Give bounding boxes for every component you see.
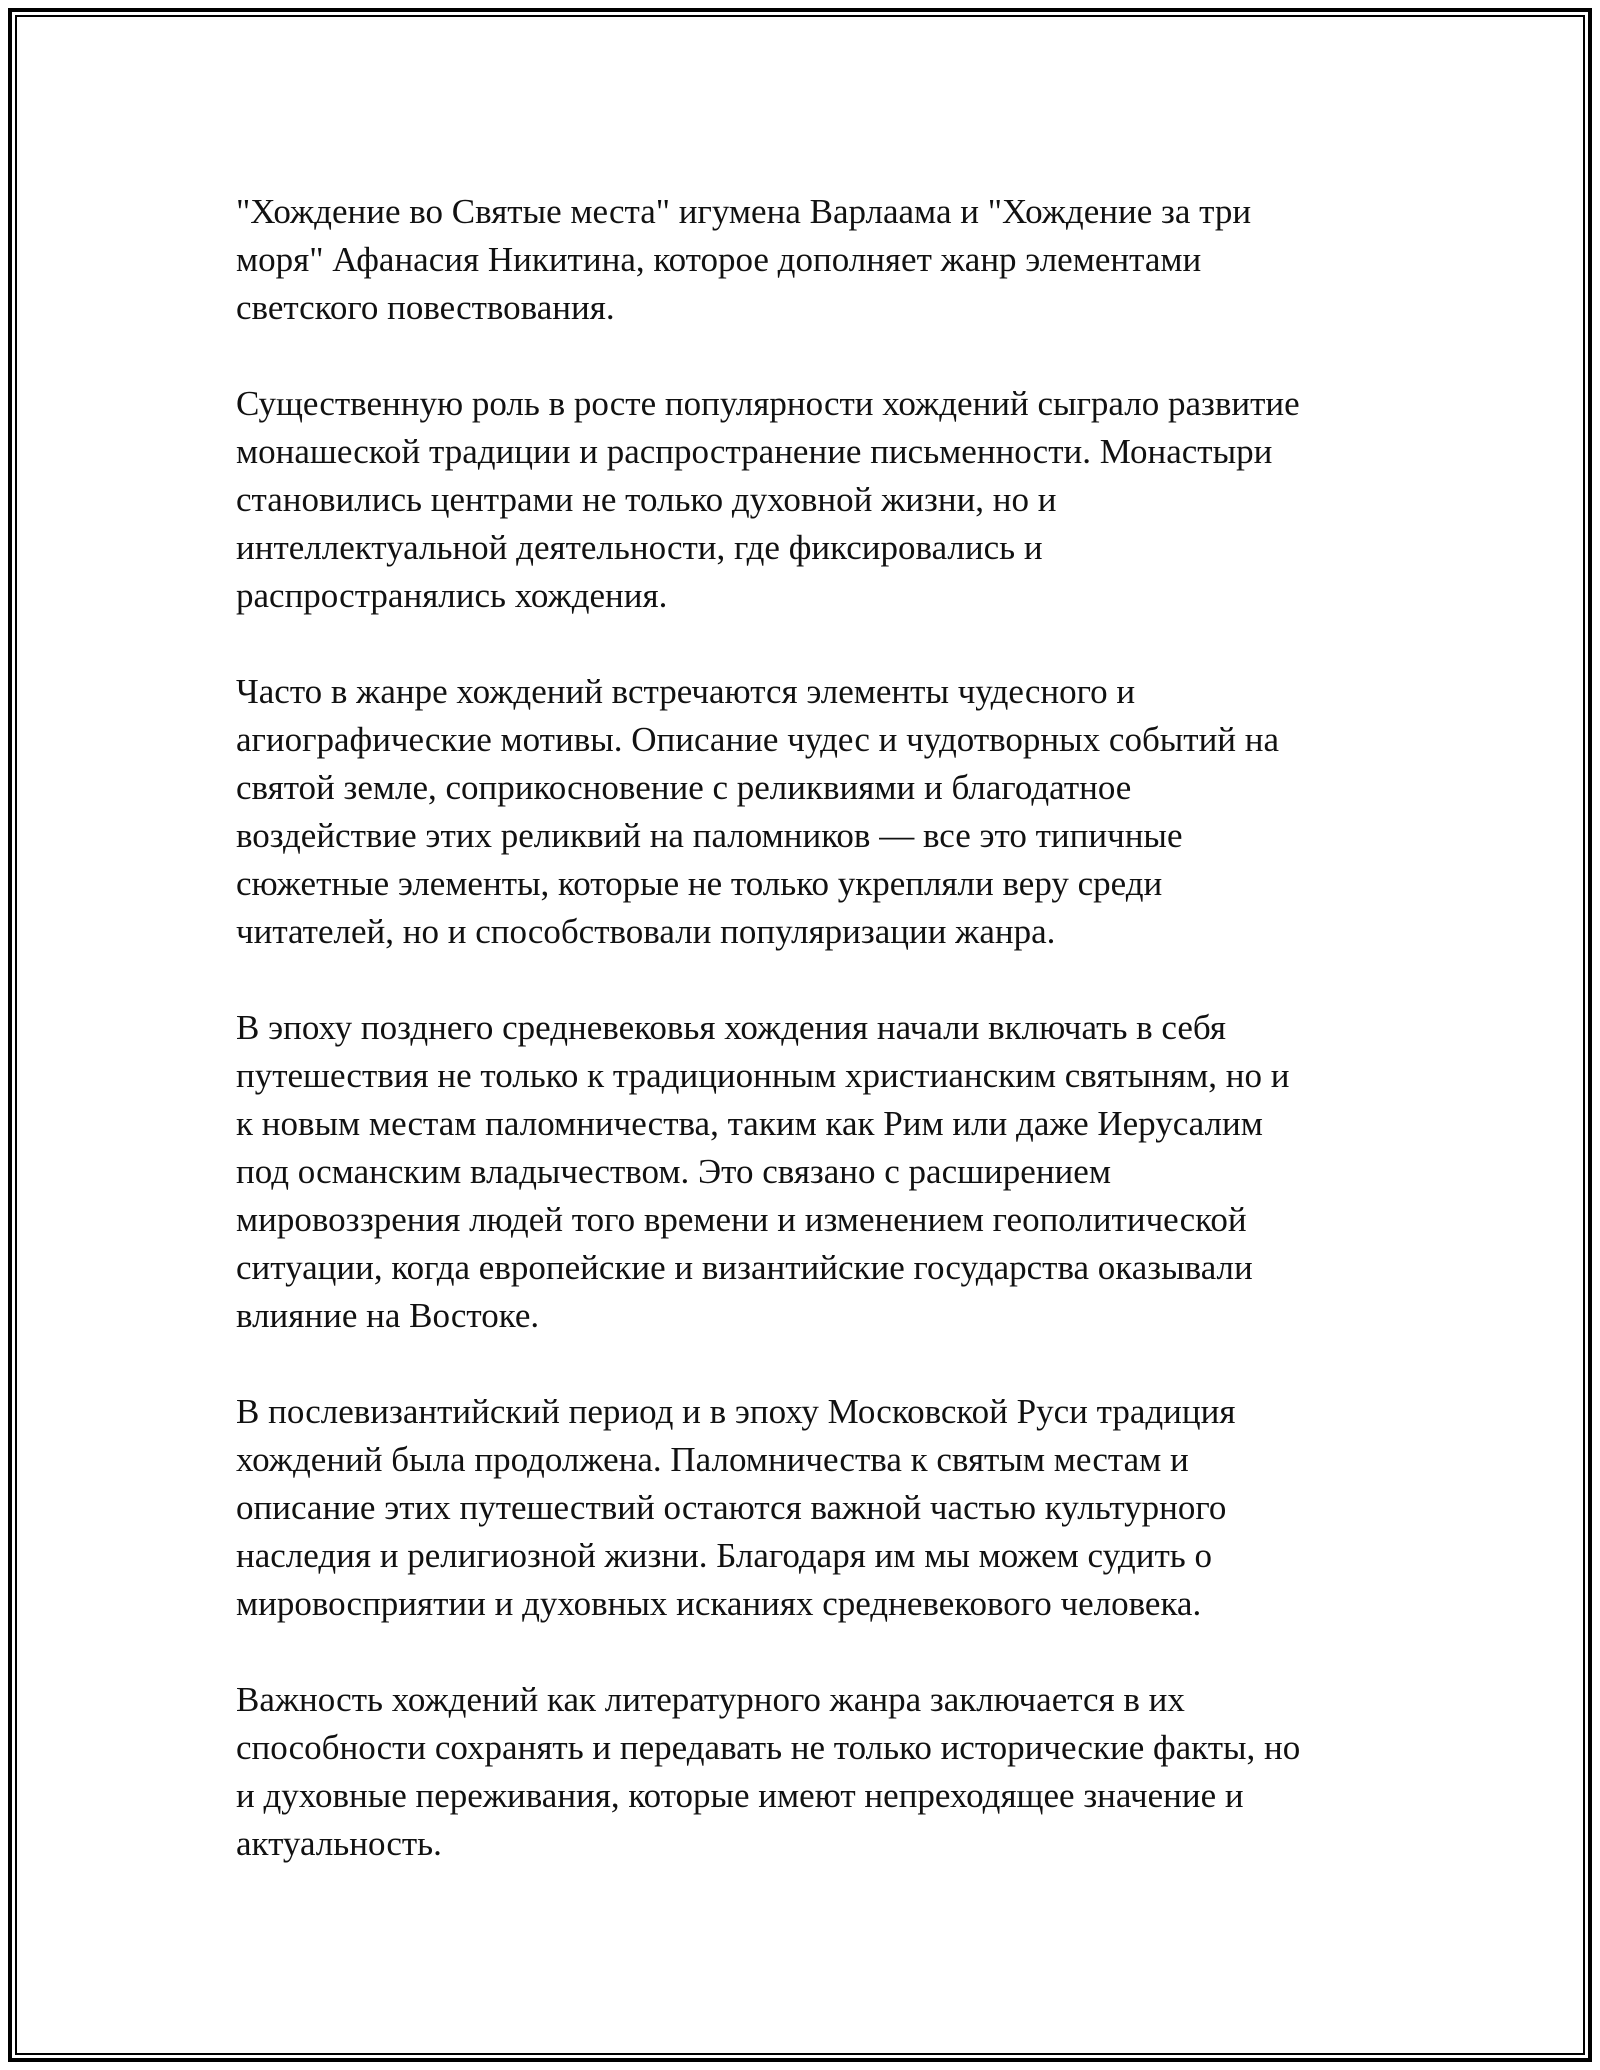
text-line: хождений была продолжена. Паломничества к святым местам и xyxy=(236,1440,1189,1479)
text-line: описание этих путешествий остаются важной частью культурного xyxy=(236,1488,1227,1527)
text-line: Важность хождений как литературного жанра заключается в их xyxy=(236,1680,1185,1719)
text-line: Часто в жанре хождений встречаются элементы чудесного и xyxy=(236,672,1136,711)
text-line: Существенную роль в росте популярности хождений сыграло развитие xyxy=(236,384,1300,423)
paragraph xyxy=(236,1004,1364,1340)
text-line: распространялись хождения. xyxy=(236,576,668,615)
text-line: влияние на Востоке. xyxy=(236,1296,540,1335)
text-line: наследия и религиозной жизни. Благодаря им мы можем судить о xyxy=(236,1536,1212,1575)
text-line: читателей, но и способствовали популяризации жанра. xyxy=(236,912,1056,951)
text-line: мировосприятии и духовных исканиях средневекового человека. xyxy=(236,1584,1202,1623)
text-line: святой земле, соприкосновение с реликвиями и благодатное xyxy=(236,768,1132,807)
text-line: ситуации, когда европейские и византийские государства оказывали xyxy=(236,1248,1253,1287)
paragraph xyxy=(236,668,1364,956)
text-line: воздействие этих реликвий на паломников — все это типичные xyxy=(236,816,1183,855)
text-line: способности сохранять и передавать не только исторические факты, но xyxy=(236,1728,1301,1767)
text-line: к новым местам паломничества, таким как Рим или даже Иерусалим xyxy=(236,1104,1263,1143)
paragraph xyxy=(236,188,1364,332)
text-line: монашеской традиции и распространение письменности. Монастыри xyxy=(236,432,1273,471)
text-line: сюжетные элементы, которые не только укрепляли веру среди xyxy=(236,864,1163,903)
text-line: актуальность. xyxy=(236,1824,442,1863)
text-line: агиографические мотивы. Описание чудес и чудотворных событий на xyxy=(236,720,1280,759)
text-line: моря" Афанасия Никитина, которое дополняет жанр элементами xyxy=(236,240,1202,279)
text-line: "Хождение во Святые места" игумена Варлаама и "Хождение за три xyxy=(236,192,1252,231)
text-line: мировоззрения людей того времени и изменением геополитической xyxy=(236,1200,1247,1239)
text-line: В послевизантийский период и в эпоху Московской Руси традиция xyxy=(236,1392,1236,1431)
text-line: интеллектуальной деятельности, где фиксировались и xyxy=(236,528,1043,567)
paragraph xyxy=(236,1388,1364,1628)
text-line: путешествия не только к традиционным христианским святыням, но и xyxy=(236,1056,1290,1095)
document-body xyxy=(236,188,1364,1868)
paragraph xyxy=(236,1676,1364,1868)
text-line: под османским владычеством. Это связано с расширением xyxy=(236,1152,1111,1191)
text-line: В эпоху позднего средневековья хождения начали включать в себя xyxy=(236,1008,1226,1047)
text-line: светского повествования. xyxy=(236,288,615,327)
text-line: становились центрами не только духовной жизни, но и xyxy=(236,480,1057,519)
paragraph xyxy=(236,380,1364,620)
text-line: и духовные переживания, которые имеют непреходящее значение и xyxy=(236,1776,1244,1815)
